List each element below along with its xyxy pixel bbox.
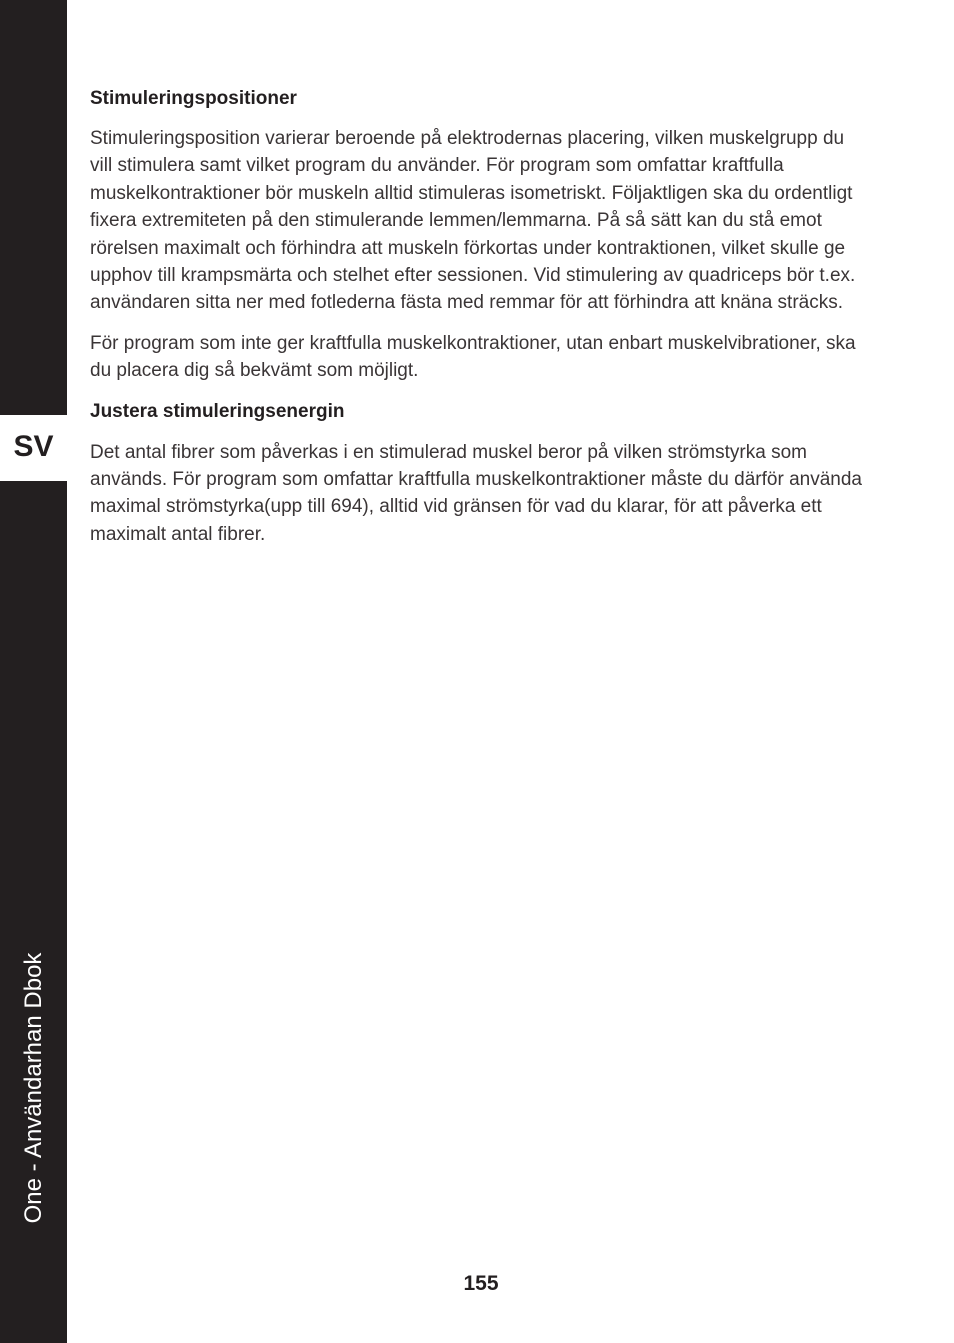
language-label: SV: [13, 430, 54, 463]
paragraph-comfort-position: För program som inte ger kraftfulla muskelkontraktioner, utan enbart muskelvibrationer, ska du placera dig så bekvämt som möjligt.: [90, 332, 856, 382]
spine-title: One - Användarhan Dbok: [20, 952, 47, 1224]
paragraph-stimulation-position: Stimuleringsposition varierar beroende på elektrodernas placering, vilken muskelgrupp du vill stimulera samt vilket program du använder. För program som omfattar kraftfulla muskelkontraktioner bör muskeln alltid stimuleras isometriskt. Följaktligen ska du ordentligt fixera extremiteten på den stimulerande lemmen/lemmarna. På så sätt kan du stå emot rörelsen maximalt och förhindra att muskeln förkortas under kontraktionen, vilket skulle ge upphov till krampsmärta och stelhet efter sessionen. Vid stimulering av quadriceps bör t.ex. användaren sitta ner med fotlederna fästa med remmar för att förhindra att knäna sträcks.: [90, 128, 856, 314]
page-content: [90, 85, 870, 548]
section-heading-adjust-energy: Justera stimuleringsenergin: [90, 400, 345, 422]
section-heading-stimulation-positions: Stimuleringspositioner: [90, 88, 297, 109]
paragraph-fiber-recruitment: Det antal fibrer som påverkas i en stimulerad muskel beror på vilken strömstyrka som används. För program som omfattar kraftfulla muskelkontraktioner måste du därför använda maximal strömstyrka(upp till 694), alltid vid gränsen för vad du klarar, för att påverka ett maximalt antal fibrer.: [90, 441, 862, 545]
page-number: 155: [463, 1272, 499, 1295]
